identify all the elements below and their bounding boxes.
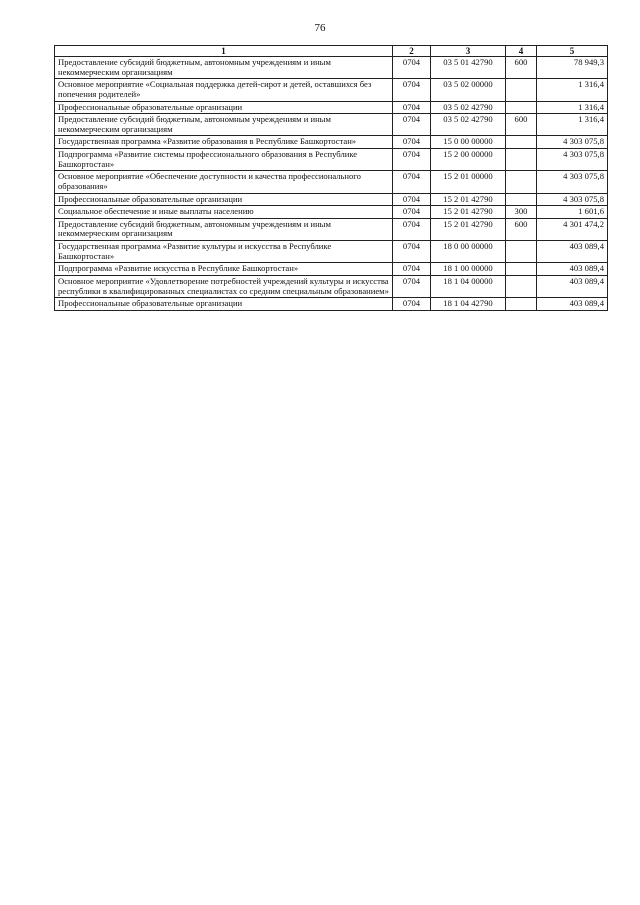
target-article-cell: 15 0 00 00000 — [431, 136, 506, 149]
amount-cell: 1 601,6 — [537, 206, 608, 219]
amount-cell: 4 303 075,8 — [537, 149, 608, 171]
expense-type-cell — [506, 193, 537, 206]
column-header-5: 5 — [537, 46, 608, 57]
target-article-cell: 18 1 04 00000 — [431, 275, 506, 297]
description-cell: Подпрограмма «Развитие системы профессионального образования в Республике Башкортостан» — [55, 149, 393, 171]
target-article-cell: 03 5 02 00000 — [431, 79, 506, 101]
target-article-cell: 15 2 01 42790 — [431, 218, 506, 240]
table-body — [55, 57, 608, 311]
target-article-cell: 03 5 02 42790 — [431, 101, 506, 114]
section-code-cell: 0704 — [393, 114, 431, 136]
description-cell: Предоставление субсидий бюджетным, автономным учреждениям и иным некоммерческим организациям — [55, 218, 393, 240]
description-cell: Профессиональные образовательные организации — [55, 193, 393, 206]
table-row — [55, 57, 608, 79]
expense-type-cell: 600 — [506, 218, 537, 240]
description-cell: Предоставление субсидий бюджетным, автономным учреждениям и иным некоммерческим организациям — [55, 114, 393, 136]
description-cell: Профессиональные образовательные организации — [55, 101, 393, 114]
column-header-3: 3 — [431, 46, 506, 57]
section-code-cell: 0704 — [393, 298, 431, 311]
expense-type-cell — [506, 241, 537, 263]
target-article-cell: 18 1 00 00000 — [431, 263, 506, 276]
target-article-cell: 15 2 00 00000 — [431, 149, 506, 171]
expense-type-cell — [506, 149, 537, 171]
amount-cell: 4 303 075,8 — [537, 193, 608, 206]
expense-type-cell: 600 — [506, 57, 537, 79]
expense-type-cell — [506, 136, 537, 149]
amount-cell: 1 316,4 — [537, 101, 608, 114]
target-article-cell: 03 5 02 42790 — [431, 114, 506, 136]
section-code-cell: 0704 — [393, 149, 431, 171]
amount-cell: 403 089,4 — [537, 298, 608, 311]
column-header-1: 1 — [55, 46, 393, 57]
table-row — [55, 206, 608, 219]
expense-type-cell — [506, 275, 537, 297]
description-cell: Профессиональные образовательные организации — [55, 298, 393, 311]
table-header-row — [55, 46, 608, 57]
amount-cell: 4 301 474,2 — [537, 218, 608, 240]
description-cell: Социальное обеспечение и иные выплаты населению — [55, 206, 393, 219]
expense-type-cell — [506, 298, 537, 311]
target-article-cell: 15 2 01 42790 — [431, 193, 506, 206]
section-code-cell: 0704 — [393, 79, 431, 101]
table-row — [55, 79, 608, 101]
amount-cell: 4 303 075,8 — [537, 171, 608, 193]
section-code-cell: 0704 — [393, 171, 431, 193]
page-number: 76 — [314, 22, 326, 34]
description-cell: Подпрограмма «Развитие искусства в Республике Башкортостан» — [55, 263, 393, 276]
description-cell: Основное мероприятие «Удовлетворение потребностей учреждений культуры и искусства республики в квалифицированных специалистах со средним специальным образованием» — [55, 275, 393, 297]
section-code-cell: 0704 — [393, 275, 431, 297]
budget-table — [54, 45, 608, 311]
column-header-4: 4 — [506, 46, 537, 57]
section-code-cell: 0704 — [393, 101, 431, 114]
table-row — [55, 263, 608, 276]
table-row — [55, 298, 608, 311]
table-row — [55, 171, 608, 193]
amount-cell: 403 089,4 — [537, 275, 608, 297]
amount-cell: 403 089,4 — [537, 241, 608, 263]
section-code-cell: 0704 — [393, 218, 431, 240]
target-article-cell: 15 2 01 42790 — [431, 206, 506, 219]
description-cell: Предоставление субсидий бюджетным, автономным учреждениям и иным некоммерческим организациям — [55, 57, 393, 79]
section-code-cell: 0704 — [393, 206, 431, 219]
expense-type-cell — [506, 101, 537, 114]
target-article-cell: 18 0 00 00000 — [431, 241, 506, 263]
table-row — [55, 101, 608, 114]
table-row — [55, 149, 608, 171]
table-row — [55, 241, 608, 263]
expense-type-cell: 600 — [506, 114, 537, 136]
table-row — [55, 275, 608, 297]
expense-type-cell — [506, 263, 537, 276]
amount-cell: 1 316,4 — [537, 114, 608, 136]
description-cell: Государственная программа «Развитие образования в Республике Башкортостан» — [55, 136, 393, 149]
expense-type-cell — [506, 171, 537, 193]
table-row — [55, 193, 608, 206]
target-article-cell: 18 1 04 42790 — [431, 298, 506, 311]
amount-cell: 1 316,4 — [537, 79, 608, 101]
amount-cell: 403 089,4 — [537, 263, 608, 276]
column-header-2: 2 — [393, 46, 431, 57]
expense-type-cell — [506, 79, 537, 101]
amount-cell: 4 303 075,8 — [537, 136, 608, 149]
description-cell: Основное мероприятие «Обеспечение доступности и качества профессионального образования» — [55, 171, 393, 193]
target-article-cell: 03 5 01 42790 — [431, 57, 506, 79]
description-cell: Государственная программа «Развитие культуры и искусства в Республике Башкортостан» — [55, 241, 393, 263]
section-code-cell: 0704 — [393, 57, 431, 79]
description-cell: Основное мероприятие «Социальная поддержка детей-сирот и детей, оставшихся без попечения родителей» — [55, 79, 393, 101]
amount-cell: 78 949,3 — [537, 57, 608, 79]
expense-type-cell: 300 — [506, 206, 537, 219]
table-row — [55, 136, 608, 149]
table-row — [55, 218, 608, 240]
section-code-cell: 0704 — [393, 193, 431, 206]
target-article-cell: 15 2 01 00000 — [431, 171, 506, 193]
section-code-cell: 0704 — [393, 263, 431, 276]
section-code-cell: 0704 — [393, 241, 431, 263]
section-code-cell: 0704 — [393, 136, 431, 149]
table-row — [55, 114, 608, 136]
